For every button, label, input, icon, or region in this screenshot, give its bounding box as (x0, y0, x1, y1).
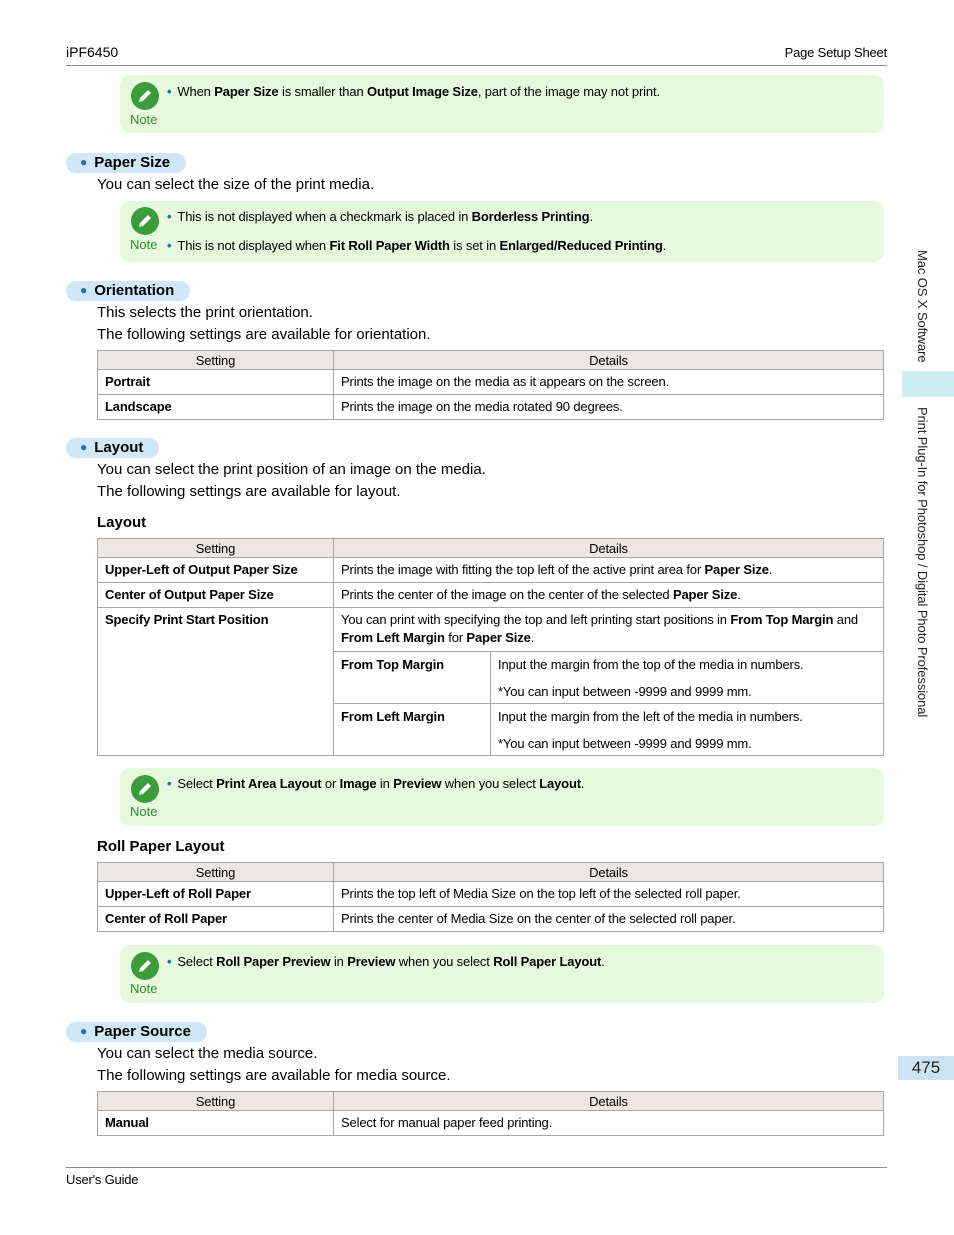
section-heading-paper-source: ● Paper Source (66, 1022, 207, 1042)
page-number: 475 (898, 1056, 954, 1080)
note-text: • When Paper Size is smaller than Output Image Size, part of the image may not print. (167, 84, 660, 99)
bullet-icon: ● (80, 440, 88, 454)
note-box (120, 201, 884, 262)
details-cell (334, 608, 884, 756)
details-cell: Prints the image with fitting the top left of the active print area for Paper Size. (334, 558, 884, 583)
table-header-details: Details (334, 351, 884, 370)
pencil-note-icon (131, 775, 159, 803)
note-label: Note (130, 112, 158, 127)
side-tab-plugin[interactable]: Print Plug-In for Photoshop / Digital Photo Professional (915, 407, 930, 718)
setting-cell: Portrait (98, 370, 334, 395)
table-row (98, 907, 884, 932)
sub-setting-cell: From Left Margin (334, 704, 491, 756)
layout-subheading: Layout (97, 514, 147, 531)
paper-source-text-1: You can select the media source. (97, 1045, 318, 1062)
bullet-icon: • (167, 238, 172, 253)
table-header-setting: Setting (98, 1092, 334, 1111)
table-row (98, 370, 884, 395)
table-row (98, 1111, 884, 1136)
details-cell: Prints the center of Media Size on the center of the selected roll paper. (334, 907, 884, 932)
orientation-text-1: This selects the print orientation. (97, 304, 313, 321)
table-header-setting: Setting (98, 351, 334, 370)
setting-cell: Center of Roll Paper (98, 907, 334, 932)
table-header-setting: Setting (98, 863, 334, 882)
table-row (98, 583, 884, 608)
side-tab-highlight (902, 371, 954, 397)
table-header-setting: Setting (98, 539, 334, 558)
note-text: • Select Roll Paper Preview in Preview when you select Roll Paper Layout. (167, 954, 605, 969)
table-row (98, 558, 884, 583)
table-row (98, 395, 884, 420)
setting-cell: Specify Print Start Position (98, 608, 334, 756)
layout-text-1: You can select the print position of an image on the media. (97, 461, 486, 478)
roll-paper-layout-table (97, 862, 884, 932)
details-cell: Prints the top left of Media Size on the top left of the selected roll paper. (334, 882, 884, 907)
header-model: iPF6450 (66, 44, 119, 60)
note-label: Note (130, 981, 158, 996)
side-tab-mac-os[interactable]: Mac OS X Software (915, 250, 930, 363)
sub-details-cell: Input the margin from the left of the media in numbers. *You can input between -9999 and 9999 mm. (491, 704, 884, 756)
setting-cell: Upper-Left of Output Paper Size (98, 558, 334, 583)
orientation-text-2: The following settings are available for orientation. (97, 326, 431, 343)
bullet-icon: ● (80, 1024, 88, 1038)
bullet-icon: • (167, 954, 172, 969)
setting-cell: Upper-Left of Roll Paper (98, 882, 334, 907)
table-header-details: Details (334, 539, 884, 558)
bullet-icon: ● (80, 155, 88, 169)
note-text: • This is not displayed when Fit Roll Paper Width is set in Enlarged/Reduced Printing. (167, 238, 667, 253)
header-section: Page Setup Sheet (784, 45, 887, 60)
sub-details-cell: Input the margin from the top of the media in numbers. *You can input between -9999 and 9999 mm. (491, 652, 884, 704)
layout-text-2: The following settings are available for layout. (97, 483, 401, 500)
note-text: • This is not displayed when a checkmark is placed in Borderless Printing. (167, 209, 593, 224)
section-heading-orientation: ● Orientation (66, 281, 190, 301)
paper-source-table (97, 1091, 884, 1136)
pencil-note-icon (131, 82, 159, 110)
setting-cell: Landscape (98, 395, 334, 420)
bullet-icon: • (167, 209, 172, 224)
subtable-row (334, 704, 884, 756)
margin-subtable (333, 651, 884, 756)
details-cell: Select for manual paper feed printing. (334, 1111, 884, 1136)
table-row (98, 608, 884, 756)
note-text: • Select Print Area Layout or Image in Preview when you select Layout. (167, 776, 585, 791)
bullet-icon: ● (80, 283, 88, 297)
details-text: You can print with specifying the top and left printing start positions in From Top Margin and From Left Margin for Paper Size. (341, 612, 858, 645)
orientation-table (97, 350, 884, 420)
bullet-icon: • (167, 776, 172, 791)
table-row (98, 882, 884, 907)
pencil-note-icon (131, 952, 159, 980)
details-cell: Prints the center of the image on the center of the selected Paper Size. (334, 583, 884, 608)
bullet-icon: • (167, 84, 172, 99)
subtable-row (334, 652, 884, 704)
setting-cell: Manual (98, 1111, 334, 1136)
sub-setting-cell: From Top Margin (334, 652, 491, 704)
pencil-note-icon (131, 207, 159, 235)
section-heading-layout: ● Layout (66, 438, 159, 458)
paper-size-text: You can select the size of the print media. (97, 176, 375, 193)
header-rule (66, 65, 887, 66)
note-label: Note (130, 237, 158, 252)
layout-table (97, 538, 884, 756)
paper-source-text-2: The following settings are available for media source. (97, 1067, 451, 1084)
table-header-details: Details (334, 1092, 884, 1111)
details-cell: Prints the image on the media rotated 90 degrees. (334, 395, 884, 420)
section-heading-paper-size: ● Paper Size (66, 153, 186, 173)
footer-rule (66, 1167, 887, 1168)
table-header-details: Details (334, 863, 884, 882)
footer-text: User's Guide (66, 1172, 139, 1187)
roll-paper-layout-subheading: Roll Paper Layout (97, 838, 225, 855)
note-box (120, 75, 884, 133)
setting-cell: Center of Output Paper Size (98, 583, 334, 608)
note-label: Note (130, 804, 158, 819)
details-cell: Prints the image on the media as it appears on the screen. (334, 370, 884, 395)
note-box (120, 945, 884, 1003)
note-box (120, 768, 884, 826)
